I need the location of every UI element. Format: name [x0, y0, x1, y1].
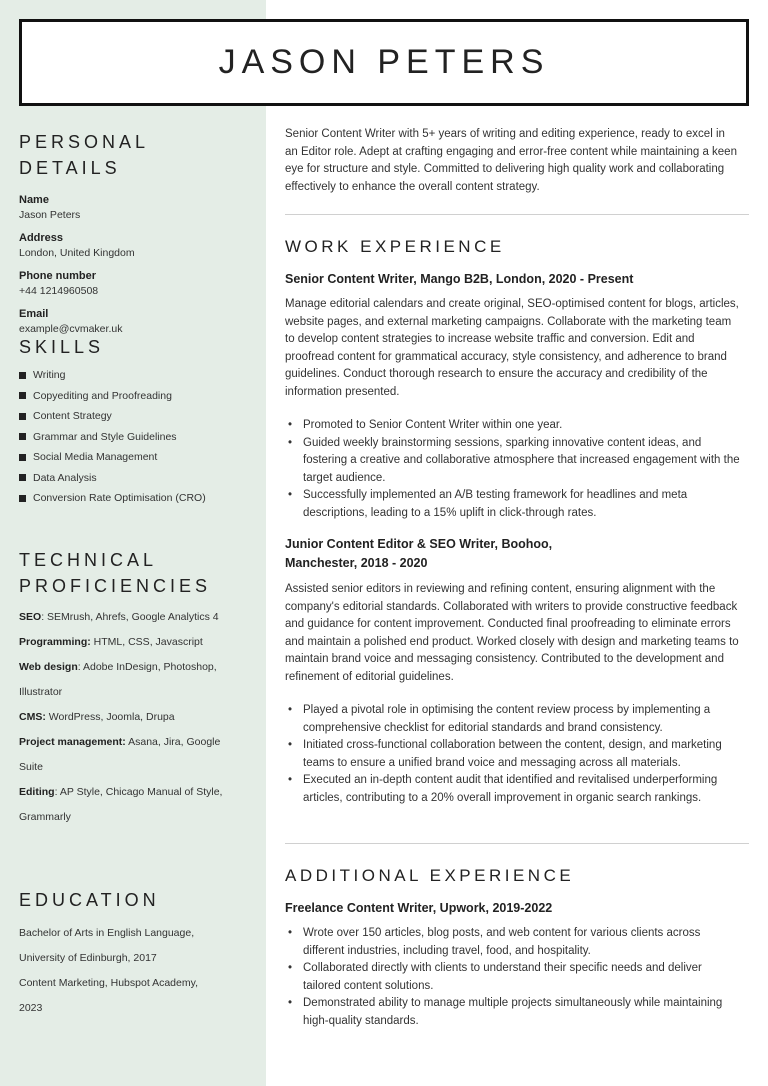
skill-label: Copyediting and Proofreading [33, 389, 172, 402]
skill-label: Social Media Management [33, 451, 158, 463]
detail-name [19, 193, 249, 223]
tech-label: Editing [19, 786, 55, 798]
additional-experience-heading: ADDITIONAL EXPERIENCE [285, 866, 575, 885]
skill-label: Conversion Rate Optimisation (CRO) [33, 492, 206, 504]
detail-label: Email [19, 308, 49, 320]
achievement-item: • Promoted to Senior Content Writer within one year. [303, 417, 741, 435]
personal-details-section [19, 129, 249, 337]
education-section [19, 887, 219, 1021]
job-title: Senior Content Writer, Mango B2B, London, 2020 - Present [285, 272, 634, 286]
skill-item [19, 488, 249, 509]
achievement-item: • Initiated cross-functional collaboration between the content, design, and marketing teams to ensure a unified brand voice and messaging across all materials. [303, 737, 741, 772]
work-experience-heading: WORK EXPERIENCE [285, 237, 505, 256]
job-description: Assisted senior editors in reviewing and refining content, ensuring alignment with the company's editorial standards. Collaborated with writers to provide constructive feedback and guidance for content improvement. Conducted final proofreading to eliminate errors and maintain a polished end product. Worked closely with design and marketing teams to maintain brand voice and messaging consistency. Contributed to the development and refinement of editorial guidelines. [285, 583, 739, 683]
personal-details-heading: PERSONAL DETAILS [19, 132, 149, 178]
skills-heading: SKILLS [19, 337, 105, 357]
detail-label: Phone number [19, 270, 97, 282]
profile-summary: Senior Content Writer with 5+ years of writing and editing experience, ready to excel in an Editor role. Adept at crafting engaging and error-free content while maintaining a keen eye for structure and style. Committed to delivering high quality work and collaborating effectively to enhance the overall content strategy. [285, 128, 737, 193]
achievement-item: • Executed an in-depth content audit that identified and revitalised underperforming articles, contributing to a 20% overall improvement in organic search rankings. [303, 772, 741, 807]
achievement-item: • Wrote over 150 articles, blog posts, and web content for various clients across different industries, including travel, food, and hospitality. [303, 925, 741, 960]
freelance-achievements [285, 925, 741, 1030]
detail-value: example@cvmaker.uk [19, 323, 123, 335]
achievement-item: • Guided weekly brainstorming sessions, sparking innovative content ideas, and fostering a creative and collaborative atmosphere that increased engagement with the target audience. [303, 435, 741, 488]
detail-label: Name [19, 194, 49, 206]
job-title: Freelance Content Writer, Upwork, 2019-2022 [285, 901, 553, 915]
detail-label: Address [19, 232, 64, 244]
name-header [19, 19, 749, 106]
achievement-item: • Collaborated directly with clients to understand their specific needs and deliver tailored content solutions. [303, 960, 741, 995]
tech-label: SEO [19, 611, 42, 623]
technical-heading-line2: PROFICIENCIES [19, 576, 212, 596]
tech-text: : AP Style, Chicago Manual of Style, Grammarly [19, 786, 223, 823]
job-entry-body [285, 581, 741, 807]
skills-section [19, 334, 249, 509]
skill-label: Writing [33, 369, 66, 381]
tech-item [19, 705, 229, 730]
achievement-item: • Demonstrated ability to manage multiple projects simultaneously while maintaining high-quality standards. [303, 995, 741, 1030]
bullet-square-icon [19, 433, 26, 440]
bullet-square-icon [19, 454, 26, 461]
personal-details-list [19, 193, 249, 337]
job-achievements [285, 702, 741, 807]
skill-item [19, 386, 249, 407]
skill-label: Data Analysis [33, 471, 97, 484]
detail-email [19, 307, 249, 337]
skills-list [19, 365, 249, 509]
technical-heading [19, 547, 229, 599]
job-entry [285, 270, 741, 522]
education-item: Bachelor of Arts in English Language, University of Edinburgh, 2017 [19, 927, 195, 964]
tech-item [19, 730, 229, 780]
technical-section [19, 547, 229, 830]
tech-label: CMS: [19, 711, 46, 723]
education-list [19, 921, 219, 1021]
detail-value: Jason Peters [19, 209, 81, 221]
skill-item [19, 468, 249, 489]
detail-phone [19, 269, 249, 299]
job-description: Manage editorial calendars and create original, SEO-optimised content for blogs, articles, website pages, and external marketing campaigns. Collaborate with the marketing team to develop content strategies to increase website traffic and conversion. Edit and proofread content for grammatical accuracy, style consistency, and adherence to brand guidelines. Conduct thorough research to ensure the accuracy and credibility of the information presented. [285, 298, 739, 398]
skill-item [19, 365, 249, 386]
tech-item [19, 655, 229, 705]
education-heading: EDUCATION [19, 890, 160, 910]
tech-label: Project management: [19, 736, 126, 748]
detail-address [19, 231, 249, 261]
tech-label: Programming: [19, 636, 91, 648]
tech-text: WordPress, Joomla, Drupa [45, 711, 175, 723]
bullet-square-icon [19, 495, 26, 502]
achievement-item: • Played a pivotal role in optimising the content review process by implementing a comprehensive checklist for editorial standards and brand consistency. [303, 702, 741, 737]
tech-item [19, 780, 229, 830]
bullet-square-icon [19, 372, 26, 379]
freelance-entry [285, 899, 741, 1030]
tech-text: Asana, Jira, Google Suite [19, 736, 221, 773]
bullet-square-icon [19, 474, 26, 481]
bullet-square-icon [19, 392, 26, 399]
divider [285, 214, 749, 215]
tech-text: HTML, CSS, Javascript [90, 636, 203, 648]
detail-value: +44 1214960508 [19, 285, 99, 297]
tech-list [19, 605, 229, 830]
job-entry [285, 535, 625, 573]
job-achievements [285, 417, 741, 522]
divider [285, 843, 749, 844]
education-item: Content Marketing, Hubspot Academy, 2023 [19, 977, 198, 1014]
skill-item [19, 406, 249, 427]
tech-text: : SEMrush, Ahrefs, Google Analytics 4 [41, 611, 219, 623]
tech-text: : Adobe InDesign, Photoshop, Illustrator [19, 661, 217, 698]
sidebar [0, 0, 266, 1086]
skill-label: Grammar and Style Guidelines [33, 430, 177, 443]
skill-item [19, 447, 249, 468]
job-title: Junior Content Editor & SEO Writer, Boohoo, Manchester, 2018 - 2020 [285, 537, 553, 570]
achievement-item: • Successfully implemented an A/B testing framework for headlines and meta descriptions, leading to a 15% uplift in click-through rates. [303, 487, 741, 522]
technical-heading-line1: TECHNICAL [19, 550, 158, 570]
tech-label: Web design [19, 661, 78, 673]
skill-item [19, 427, 249, 448]
tech-item [19, 630, 229, 655]
skill-label: Content Strategy [33, 410, 112, 422]
tech-item [19, 605, 229, 630]
bullet-square-icon [19, 413, 26, 420]
detail-value: London, United Kingdom [19, 247, 135, 259]
candidate-name: JASON PETERS [218, 43, 550, 81]
